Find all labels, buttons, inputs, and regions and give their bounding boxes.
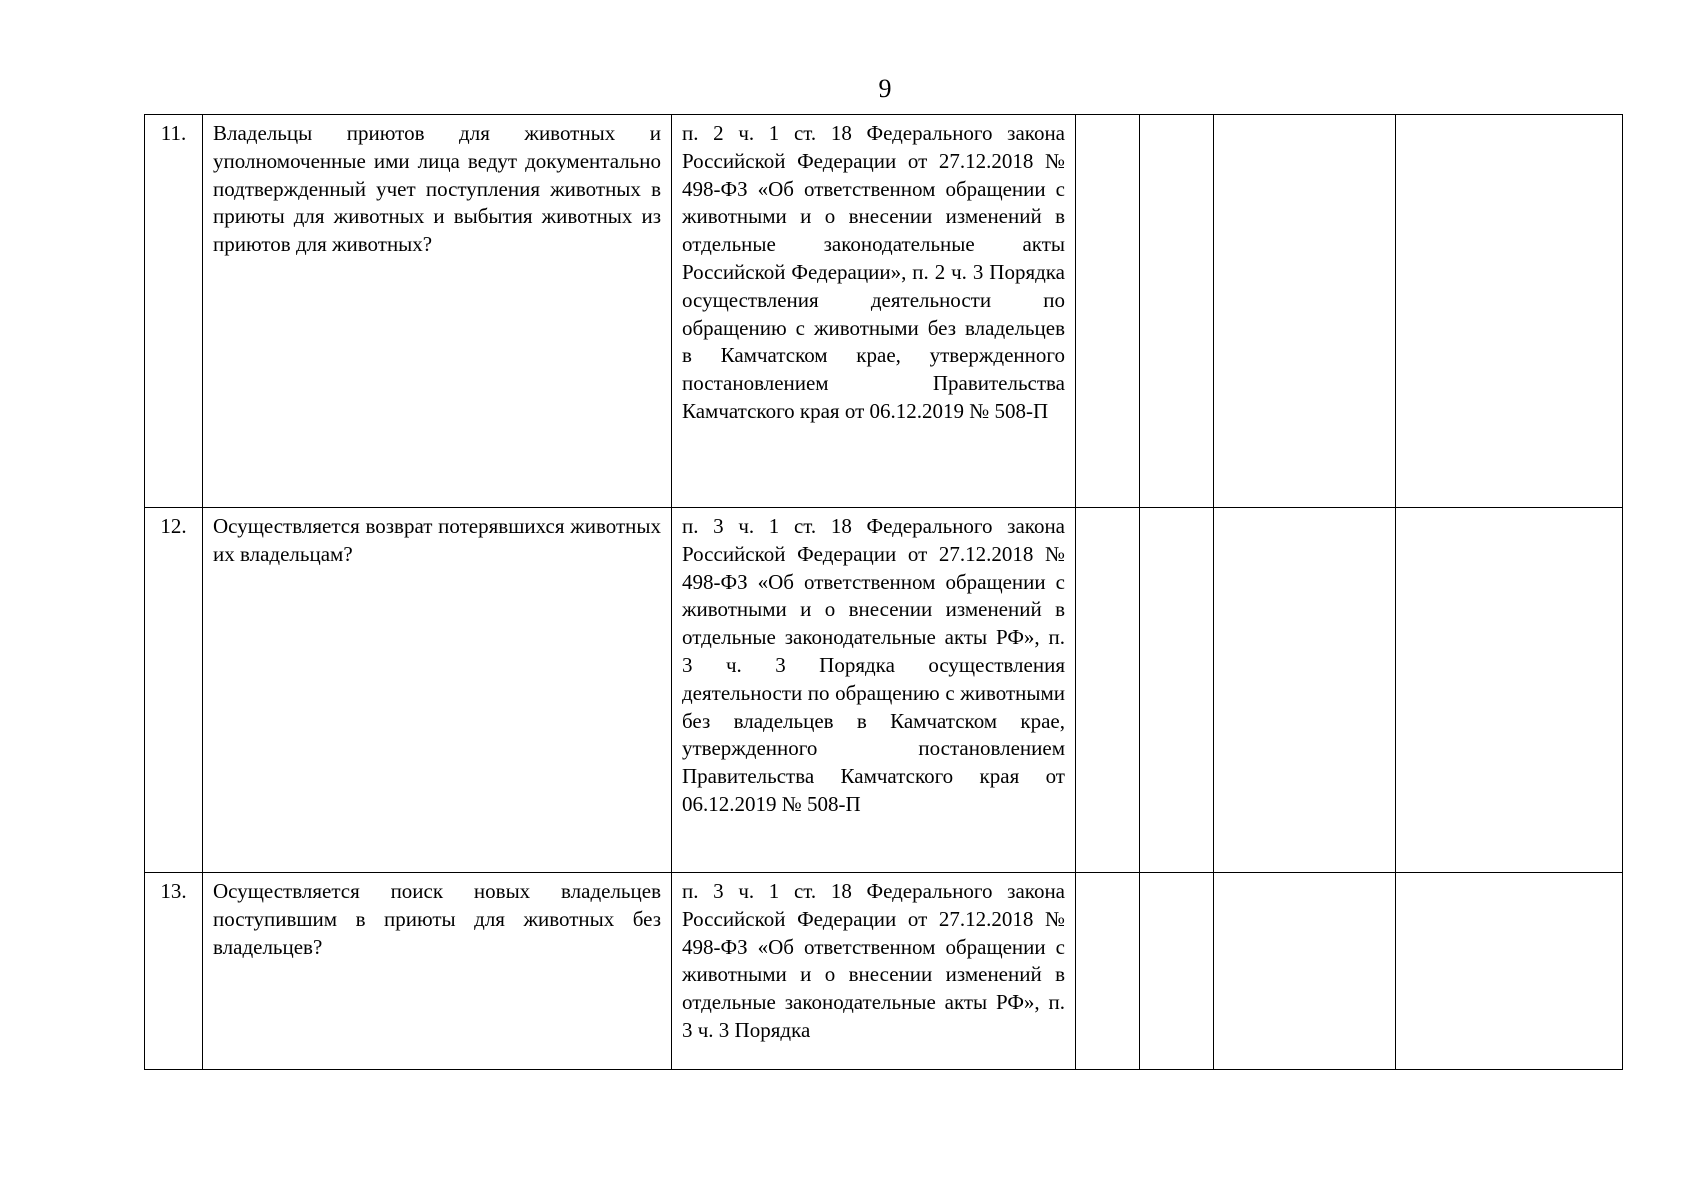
legal-reference-cell: п. 2 ч. 1 ст. 18 Федерального закона Российской Федерации от 27.12.2018 № 498-ФЗ «Об ответственном обращении с животными и о внесении изменений в отдельные законодательные акты Российской Федерации», п. 2 ч. 3 Порядка осуществления деятельности по обращению с животными без владельцев в Камчатском крае, утвержденного постановлением Правительства Камчатского края от 06.12.2019 № 508-П — [672, 115, 1076, 508]
table-row — [145, 873, 1623, 1070]
answer-no-cell — [1140, 508, 1214, 873]
page-number: 9 — [878, 74, 892, 103]
answer-no-cell — [1140, 873, 1214, 1070]
table-row — [145, 508, 1623, 873]
notes-cell — [1396, 873, 1623, 1070]
legal-reference-cell: п. 3 ч. 1 ст. 18 Федерального закона Российской Федерации от 27.12.2018 № 498-ФЗ «Об ответственном обращении с животными и о внесении изменений в отдельные законодательные акты РФ», п. 3 ч. 3 Порядка — [672, 873, 1076, 1070]
answer-yes-cell — [1076, 508, 1140, 873]
question-cell: Осуществляется поиск новых владельцев поступившим в приюты для животных без владельцев? — [203, 873, 672, 1070]
row-number: 11. — [145, 115, 203, 508]
question-cell: Осуществляется возврат потерявшихся животных их владельцам? — [203, 508, 672, 873]
answer-yes-cell — [1076, 115, 1140, 508]
answer-yes-cell — [1076, 873, 1140, 1070]
legal-reference-cell: п. 3 ч. 1 ст. 18 Федерального закона Российской Федерации от 27.12.2018 № 498-ФЗ «Об ответственном обращении с животными и о внесении изменений в отдельные законодательные акты РФ», п. 3 ч. 3 Порядка осуществления деятельности по обращению с животными без владельцев в Камчатском крае, утвержденного постановлением Правительства Камчатского края от 06.12.2019 № 508-П — [672, 508, 1076, 873]
not-applicable-cell — [1214, 115, 1396, 508]
not-applicable-cell — [1214, 508, 1396, 873]
question-cell: Владельцы приютов для животных и уполномоченные ими лица ведут документально подтвержденный учет поступления животных в приюты для животных и выбытия животных из приютов для животных? — [203, 115, 672, 508]
answer-no-cell — [1140, 115, 1214, 508]
row-number: 12. — [145, 508, 203, 873]
not-applicable-cell — [1214, 873, 1396, 1070]
notes-cell — [1396, 508, 1623, 873]
notes-cell — [1396, 115, 1623, 508]
row-number: 13. — [145, 873, 203, 1070]
table-row — [145, 115, 1623, 508]
checklist-table — [144, 114, 1623, 1070]
